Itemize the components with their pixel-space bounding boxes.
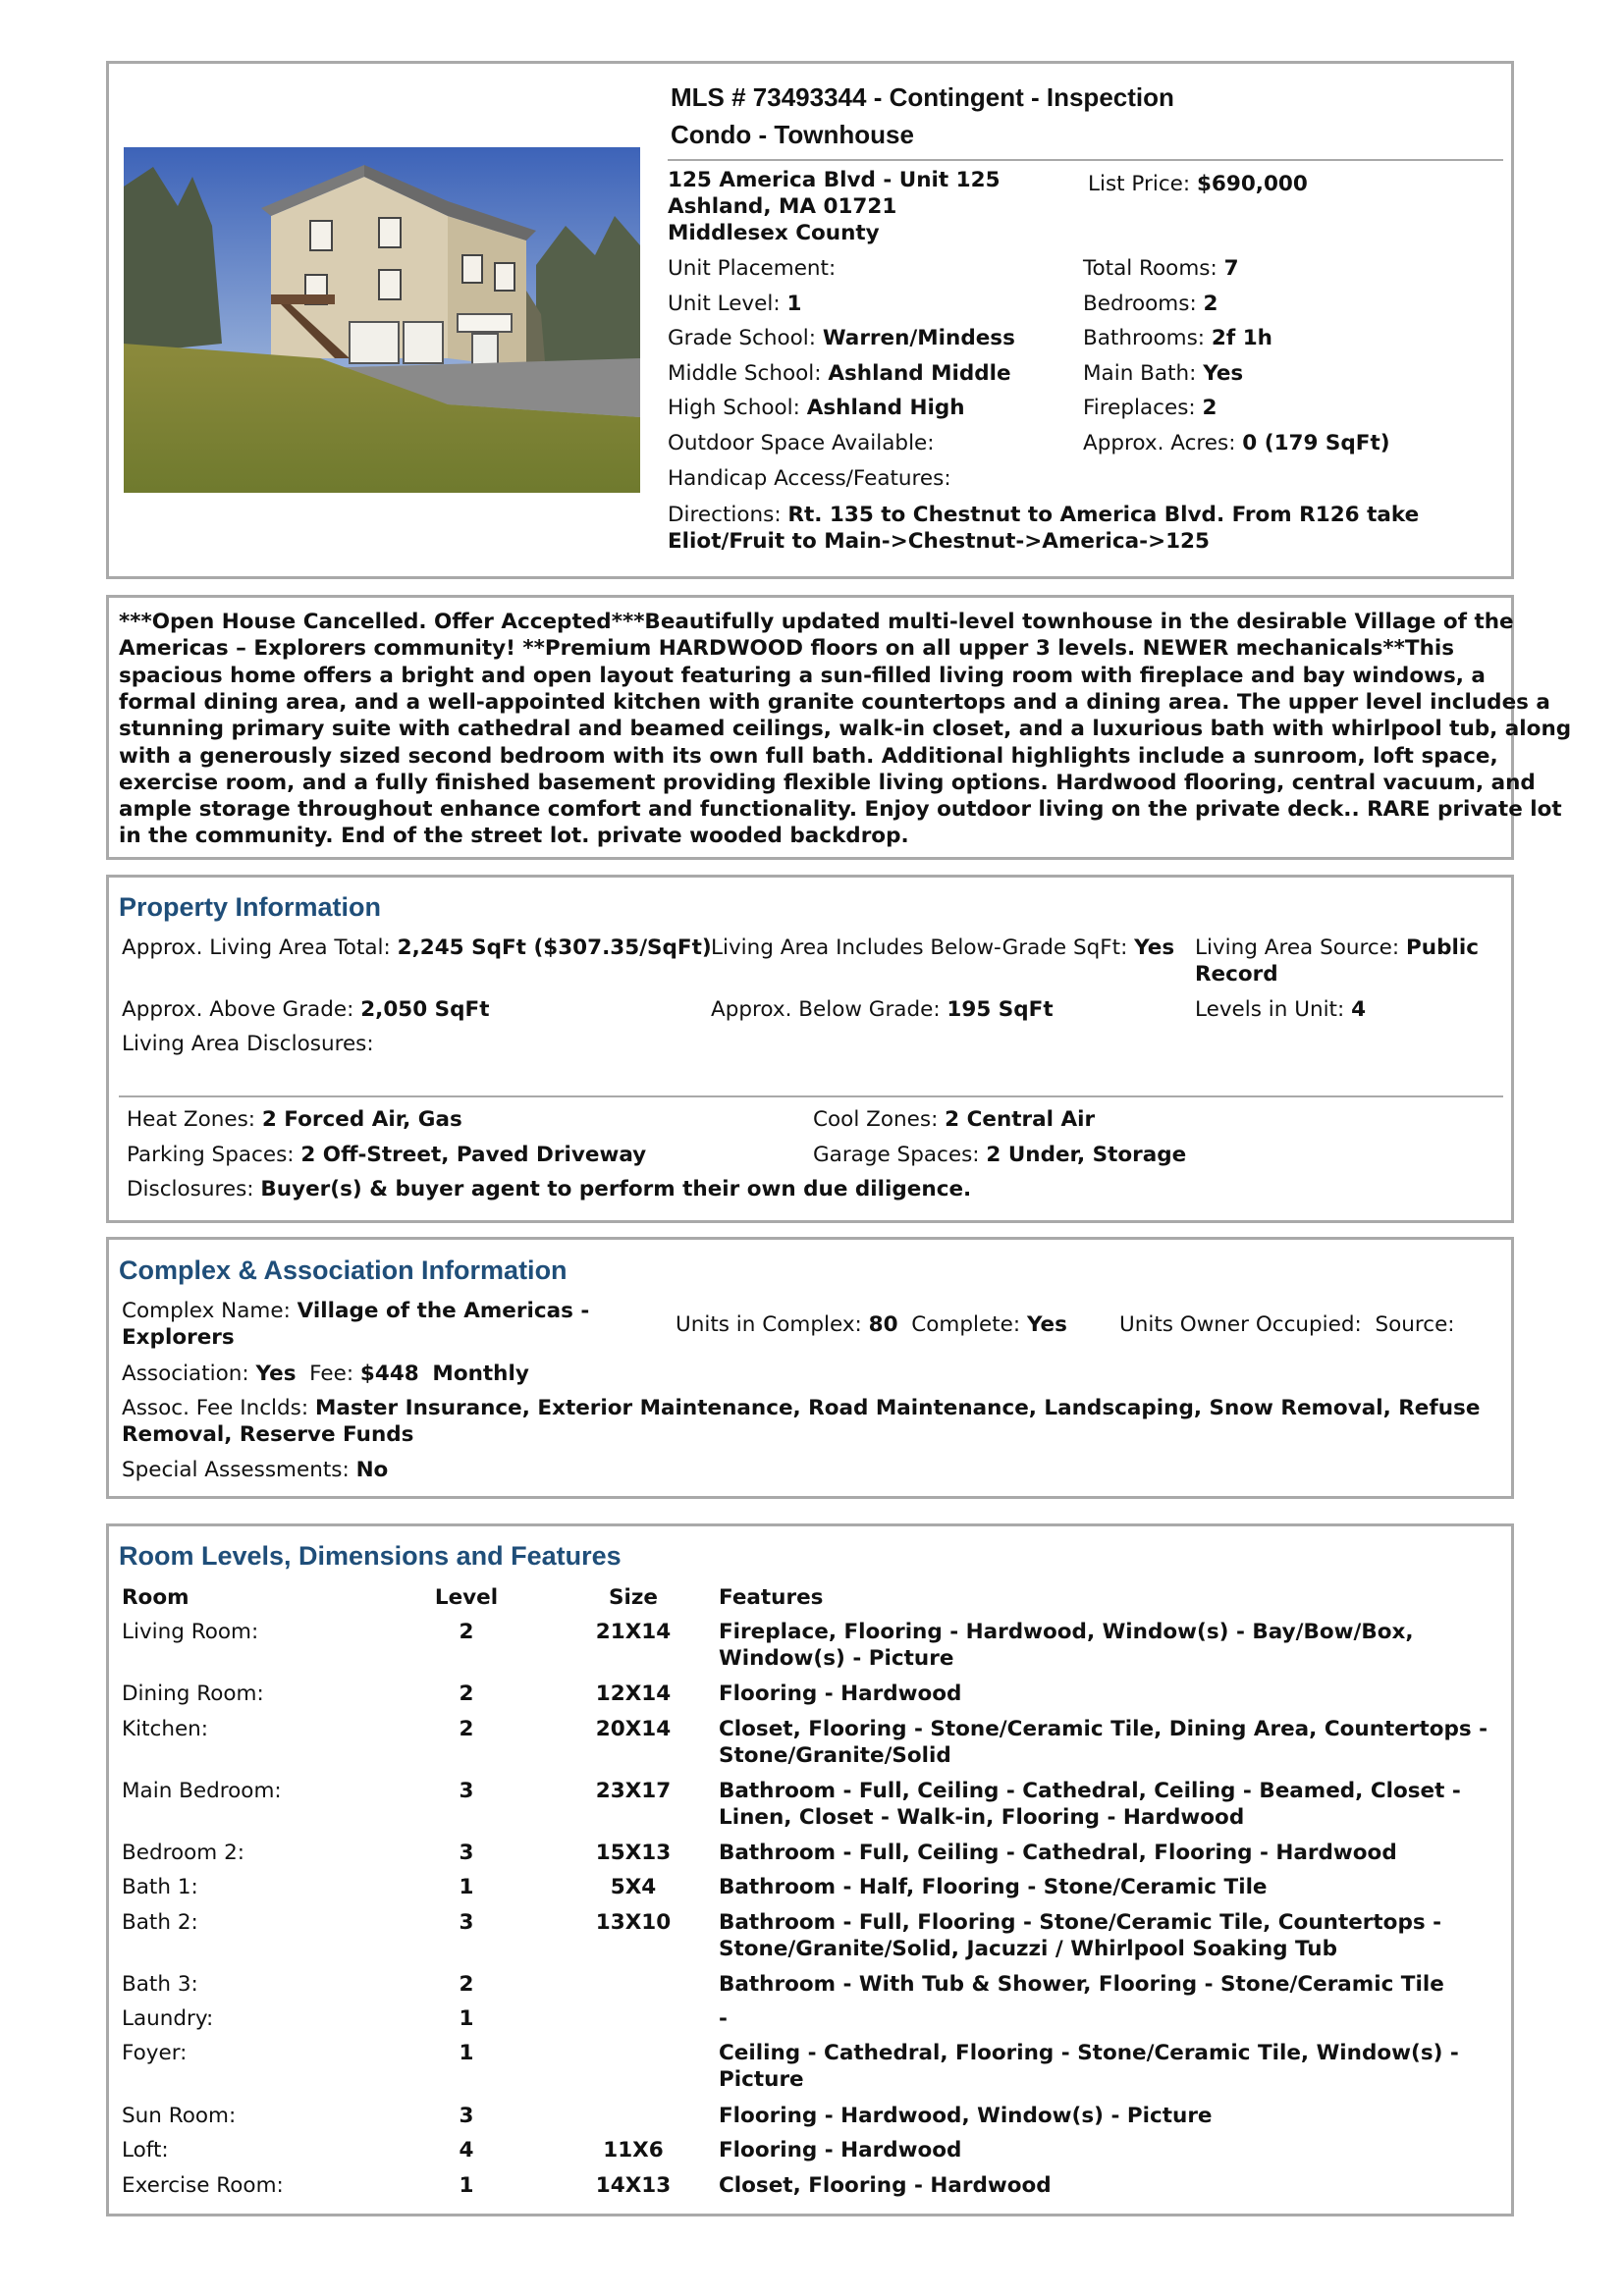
room-features: Bathroom - Full, Ceiling - Cathedral, Flooring - Hardwood [719, 1841, 1397, 1865]
field-label: Approx. Above Grade: [122, 997, 354, 1022]
field-label: Heat Zones: [127, 1107, 256, 1132]
remarks-line: Americas – Explorers community! **Premium HARDWOOD floors on all upper 3 levels. NEWER mechanicals**This [119, 636, 1455, 661]
field-value: Yes [255, 1362, 297, 1386]
room-features: Flooring - Hardwood, Window(s) - Picture [719, 2104, 1213, 2128]
fact-value: 0 (179 SqFt) [1242, 431, 1390, 455]
rooms-title: Room Levels, Dimensions and Features [119, 1541, 622, 1571]
room-size: 13X10 [595, 1910, 672, 1935]
field-label: Association: [122, 1362, 249, 1386]
fact-label: High School: [668, 396, 800, 420]
room-features: Bathroom - With Tub & Shower, Flooring - Stone/Ceramic Tile [719, 1972, 1444, 1997]
parking-spaces [127, 1142, 646, 1168]
room-features-cont: Linen, Closet - Walk-in, Flooring - Hardwood [719, 1805, 1245, 1830]
room-name: Living Room: [122, 1620, 259, 1644]
property-divider [119, 1095, 1503, 1097]
property-type-heading: Condo - Townhouse [671, 120, 914, 149]
field-value: Yes [1134, 935, 1175, 960]
room-level: 4 [459, 2138, 474, 2163]
rooms-header-features: Features [719, 1585, 824, 1610]
fact-main-bath [1083, 360, 1243, 387]
fact-high-school [668, 395, 965, 421]
below-grade-included [711, 934, 1174, 961]
property-info-title: Property Information [119, 892, 382, 922]
field-value: Master Insurance, Exterior Maintenance, Road Maintenance, Landscaping, Snow Removal, Refuse [314, 1396, 1481, 1420]
address-street: 125 America Blvd - Unit 125 [668, 168, 1001, 192]
room-features-cont: Stone/Granite/Solid [719, 1743, 951, 1768]
remarks-line: stunning primary suite with cathedral and beamed ceilings, walk-in closet, and a luxurious bath with whirlpool tub, along [119, 717, 1572, 741]
directions-line2: Eliot/Fruit to Main->Chestnut->America->125 [668, 529, 1210, 554]
room-level: 2 [459, 1717, 474, 1741]
field-value: Yes [1026, 1312, 1067, 1337]
complex-name-cont: Explorers [122, 1325, 235, 1350]
assoc-fee-includes [122, 1395, 1480, 1421]
field-value: No [355, 1458, 389, 1482]
fact-handicap-access [668, 465, 951, 492]
room-level: 3 [459, 1910, 474, 1935]
association-fee [122, 1361, 529, 1387]
room-name: Sun Room: [122, 2104, 237, 2128]
directions [668, 502, 1419, 528]
room-size: 5X4 [610, 1875, 657, 1899]
room-features: Bathroom - Full, Ceiling - Cathedral, Ceiling - Beamed, Closet - [719, 1779, 1461, 1803]
room-name: Laundry: [122, 2006, 214, 2031]
field-value: 2 Central Air [945, 1107, 1096, 1132]
room-features-cont: Picture [719, 2067, 804, 2092]
below-grade [711, 996, 1054, 1023]
cool-zones [813, 1106, 1095, 1133]
room-size: 15X13 [595, 1841, 672, 1865]
field-label: Special Assessments: [122, 1458, 350, 1482]
room-features: Bathroom - Half, Flooring - Stone/Ceramic Tile [719, 1875, 1268, 1899]
room-level: 2 [459, 1972, 474, 1997]
field-value: 195 SqFt [947, 997, 1054, 1022]
fact-label: Bedrooms: [1083, 292, 1197, 316]
remarks-line: ample storage throughout enhance comfort and functionality. Enjoy outdoor living on the private deck.. RARE private lot [119, 797, 1562, 822]
directions-line1: Rt. 135 to Chestnut to America Blvd. From R126 take [787, 503, 1420, 527]
levels-in-unit [1195, 996, 1366, 1023]
rooms-header-size: Size [609, 1585, 658, 1610]
room-level: 3 [459, 1841, 474, 1865]
room-level: 1 [459, 2006, 474, 2031]
fact-label: Main Bath: [1083, 361, 1197, 386]
remarks-line: exercise room, and a fully finished basement providing flexible living options. Hardwood flooring, central vacuum, and [119, 771, 1536, 795]
room-size: 14X13 [595, 2173, 672, 2198]
fact-label: Bathrooms: [1083, 326, 1206, 350]
room-features: Closet, Flooring - Hardwood [719, 2173, 1052, 2198]
room-size: 11X6 [603, 2138, 664, 2163]
fact-value: Warren/Mindess [822, 326, 1015, 350]
special-assessments [122, 1457, 388, 1483]
room-level: 1 [459, 1875, 474, 1899]
list-price [1088, 171, 1308, 197]
field-value: 2 Under, Storage [986, 1143, 1187, 1167]
fact-value: Ashland High [806, 396, 965, 420]
room-name: Main Bedroom: [122, 1779, 282, 1803]
remarks-line: with a generously sized second bedroom with its own full bath. Additional highlights include a sunroom, loft space, [119, 744, 1498, 769]
field-value: 4 [1351, 997, 1367, 1022]
rooms-header-level: Level [434, 1585, 499, 1610]
room-features-cont: Stone/Granite/Solid, Jacuzzi / Whirlpool Soaking Tub [719, 1937, 1337, 1961]
fact-approx-acres [1083, 430, 1390, 456]
room-features-cont: Window(s) - Picture [719, 1646, 954, 1671]
field-label: Source: [1375, 1312, 1455, 1337]
fact-label: Unit Level: [668, 292, 781, 316]
fact-value: Ashland Middle [828, 361, 1011, 386]
field-value: 2 Off-Street, Paved Driveway [300, 1143, 647, 1167]
field-label: Units in Complex: [676, 1312, 862, 1337]
fact-bedrooms [1083, 291, 1218, 317]
fact-label: Approx. Acres: [1083, 431, 1236, 455]
fact-value: 2f 1h [1211, 326, 1272, 350]
address-county: Middlesex County [668, 221, 880, 245]
field-value: 2 Forced Air, Gas [261, 1107, 462, 1132]
mls-status-heading: MLS # 73493344 - Contingent - Inspection [671, 82, 1174, 112]
fact-middle-school [668, 360, 1011, 387]
field-label: Disclosures: [127, 1177, 254, 1201]
field-value: Buyer(s) & buyer agent to perform their own due diligence. [260, 1177, 972, 1201]
units-owner-occupied [1119, 1311, 1455, 1338]
room-size: 21X14 [595, 1620, 672, 1644]
field-label: Complex Name: [122, 1299, 291, 1323]
fact-label: Middle School: [668, 361, 822, 386]
fact-outdoor-space [668, 430, 935, 456]
units-in-complex [676, 1311, 1067, 1338]
fact-label: Total Rooms: [1083, 256, 1217, 281]
room-name: Kitchen: [122, 1717, 209, 1741]
field-label: Approx. Below Grade: [711, 997, 941, 1022]
field-label: Levels in Unit: [1195, 997, 1345, 1022]
fact-value: 7 [1223, 256, 1239, 281]
room-size: 23X17 [595, 1779, 672, 1803]
room-level: 1 [459, 2173, 474, 2198]
living-area-disclosures: Living Area Disclosures: [122, 1032, 374, 1056]
room-features: Fireplace, Flooring - Hardwood, Window(s) - Bay/Bow/Box, [719, 1620, 1414, 1644]
fact-label: Fireplaces: [1083, 396, 1196, 420]
living-area-source-cont: Record [1195, 962, 1278, 987]
field-value: Public [1406, 935, 1479, 960]
field-label: Complete: [911, 1312, 1021, 1337]
field-label: Units Owner Occupied: [1119, 1312, 1362, 1337]
field-label: Living Area Source: [1195, 935, 1400, 960]
room-features: Ceiling - Cathedral, Flooring - Stone/Ceramic Tile, Window(s) - [719, 2041, 1459, 2065]
fact-total-rooms [1083, 255, 1239, 282]
fact-value: 1 [786, 292, 802, 316]
fact-label: Outdoor Space Available: [668, 431, 935, 455]
room-level: 3 [459, 1779, 474, 1803]
field-value: 80 [868, 1312, 898, 1337]
directions-label: Directions: [668, 503, 782, 527]
room-level: 2 [459, 1620, 474, 1644]
field-value: 2,245 SqFt ($307.35/SqFt) [397, 935, 712, 960]
field-value: 2,050 SqFt [360, 997, 490, 1022]
remarks-line: in the community. End of the street lot. private wooded backdrop. [119, 824, 909, 848]
fact-label: Unit Placement: [668, 256, 837, 281]
room-level: 1 [459, 2041, 474, 2065]
field-label: Cool Zones: [813, 1107, 939, 1132]
fact-value: 2 [1202, 396, 1217, 420]
assoc-fee-includes-cont: Removal, Reserve Funds [122, 1422, 414, 1447]
fact-label: Grade School: [668, 326, 817, 350]
field-value: Monthly [432, 1362, 529, 1386]
room-size: 20X14 [595, 1717, 672, 1741]
field-label: Approx. Living Area Total: [122, 935, 391, 960]
list-price-label: List Price: [1088, 172, 1191, 196]
house-photo-illustration [124, 147, 640, 493]
room-features: Bathroom - Full, Flooring - Stone/Ceramic Tile, Countertops - [719, 1910, 1442, 1935]
fact-bathrooms [1083, 325, 1272, 351]
garage-spaces [813, 1142, 1186, 1168]
living-area-total [122, 934, 712, 961]
address-city: Ashland, MA 01721 [668, 194, 897, 219]
room-level: 3 [459, 2104, 474, 2128]
field-label: Parking Spaces: [127, 1143, 295, 1167]
field-label: Garage Spaces: [813, 1143, 980, 1167]
room-name: Exercise Room: [122, 2173, 284, 2198]
field-label: Fee: [309, 1362, 354, 1386]
disclosures [127, 1176, 971, 1202]
room-features: Flooring - Hardwood [719, 2138, 962, 2163]
fact-unit-placement [668, 255, 836, 282]
room-name: Dining Room: [122, 1682, 264, 1706]
heat-zones [127, 1106, 462, 1133]
remarks-line: ***Open House Cancelled. Offer Accepted***Beautifully updated multi-level townhouse in the desirable Village of the [119, 610, 1514, 634]
remarks-line: spacious home offers a bright and open layout featuring a sun-filled living room with fireplace and bay windows, a [119, 664, 1486, 688]
room-name: Bath 1: [122, 1875, 198, 1899]
field-value: $448 [359, 1362, 419, 1386]
field-label: Living Area Includes Below-Grade SqFt: [711, 935, 1128, 960]
living-area-source [1195, 934, 1479, 961]
fact-value: 2 [1203, 292, 1218, 316]
above-grade [122, 996, 490, 1023]
fact-grade-school [668, 325, 1015, 351]
fact-fireplaces [1083, 395, 1217, 421]
room-features: Flooring - Hardwood [719, 1682, 962, 1706]
header-divider [668, 159, 1503, 161]
rooms-header-room: Room [122, 1585, 189, 1610]
complex-info-title: Complex & Association Information [119, 1255, 568, 1285]
fact-unit-level [668, 291, 801, 317]
room-size: 12X14 [595, 1682, 672, 1706]
room-name: Foyer: [122, 2041, 188, 2065]
room-name: Bath 3: [122, 1972, 198, 1997]
complex-name [122, 1298, 589, 1324]
fact-label: Handicap Access/Features: [668, 466, 951, 491]
room-features: Closet, Flooring - Stone/Ceramic Tile, Dining Area, Countertops - [719, 1717, 1488, 1741]
property-photo [124, 147, 640, 493]
room-features: - [719, 2006, 728, 2031]
field-value: Village of the Americas - [297, 1299, 590, 1323]
room-level: 2 [459, 1682, 474, 1706]
fact-value: Yes [1203, 361, 1244, 386]
remarks-line: formal dining area, and a well-appointed kitchen with granite countertops and a dining area. The upper level includes a [119, 690, 1550, 715]
room-name: Bedroom 2: [122, 1841, 245, 1865]
room-name: Loft: [122, 2138, 169, 2163]
room-name: Bath 2: [122, 1910, 198, 1935]
list-price-value: $690,000 [1196, 172, 1308, 196]
field-label: Assoc. Fee Inclds: [122, 1396, 309, 1420]
